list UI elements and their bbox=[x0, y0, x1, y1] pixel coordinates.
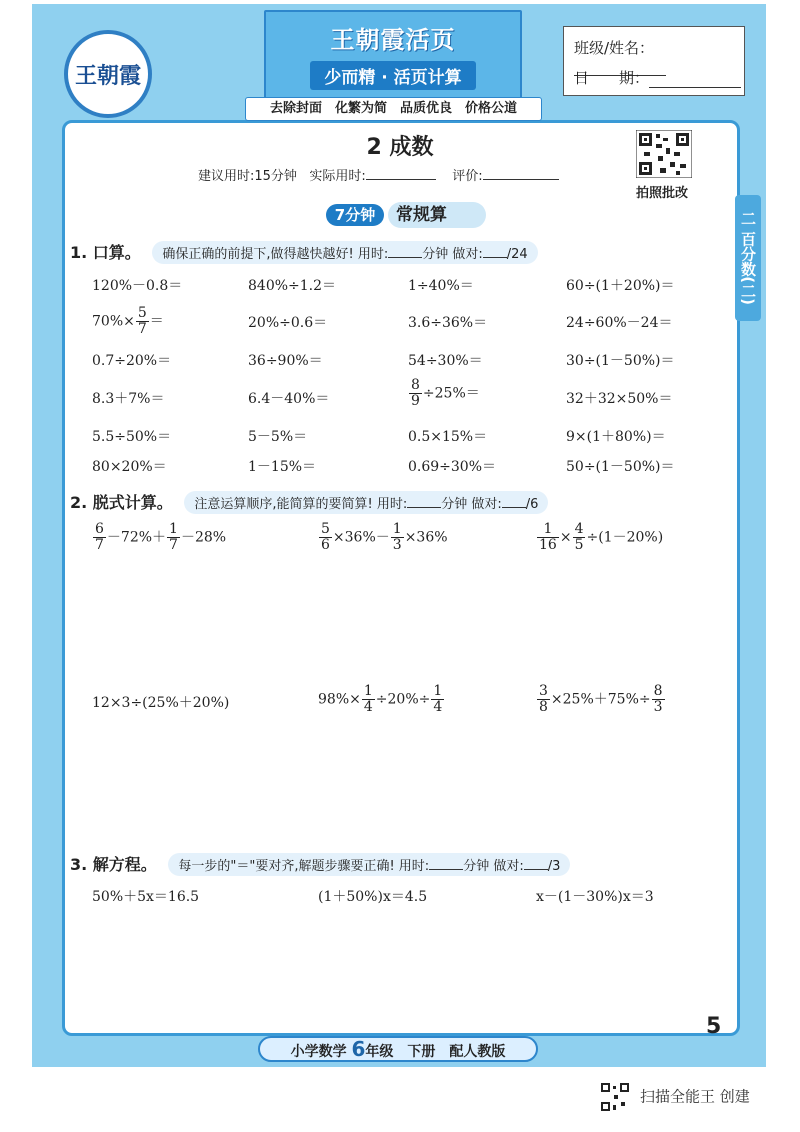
q2-expr-4: 12×3÷(25%＋20%) bbox=[92, 695, 230, 711]
q1-item: 0.5×15%＝ bbox=[408, 429, 488, 445]
q1-header bbox=[70, 240, 538, 264]
q3-equation-2: (1＋50%)x＝4.5 bbox=[318, 889, 428, 905]
actual-time-label: 实际用时: bbox=[309, 169, 366, 184]
suggested-time: 建议用时:15分钟 bbox=[198, 169, 297, 184]
section-minutes: 7分钟 bbox=[326, 204, 384, 226]
q1-item: 36÷90%＝ bbox=[248, 353, 323, 369]
date-blank[interactable] bbox=[649, 73, 741, 88]
q1-item: 840%÷1.2＝ bbox=[248, 278, 337, 294]
q1-note: 确保正确的前提下,做得越快越好! 用时: 分钟 做对: /24 bbox=[152, 241, 537, 264]
section-label: 常规算 bbox=[388, 202, 486, 228]
date-label: 日 期： bbox=[574, 69, 650, 87]
q3-header bbox=[70, 852, 570, 876]
q2-time-blank[interactable] bbox=[407, 496, 441, 508]
q1-item: 5.5÷50%＝ bbox=[92, 429, 172, 445]
q1-item: 1÷40%＝ bbox=[408, 278, 474, 294]
q2-correct-blank[interactable] bbox=[502, 496, 526, 508]
q1-item: 30÷(1－50%)＝ bbox=[566, 353, 675, 369]
q2-expr-6: $\frac{3}{8}$ ×25%＋75%÷ $\frac{8}{3}$ bbox=[539, 683, 663, 715]
q3-equation-1: 50%＋5x＝16.5 bbox=[92, 889, 200, 905]
q1-item: 5－5%＝ bbox=[248, 429, 308, 445]
student-info-box bbox=[563, 26, 745, 96]
chapter-tab: 二 百分数(二) bbox=[735, 195, 761, 321]
evaluation-label: 评价: bbox=[452, 169, 483, 184]
q1-item: 24÷60%－24＝ bbox=[566, 315, 673, 331]
q2-expr-3: $\frac{1}{16}$ × $\frac{4}{5}$ ÷(1－20%) bbox=[539, 521, 664, 553]
slogan: 去除封面 化繁为简 品质优良 价格公道 bbox=[245, 97, 542, 121]
q1-item: 8.3＋7%＝ bbox=[92, 391, 165, 407]
q1-item: 70%× $\frac{5}{7}$ ＝ bbox=[92, 305, 164, 337]
actual-time-blank[interactable] bbox=[366, 167, 436, 180]
q1-correct-blank[interactable] bbox=[483, 246, 507, 258]
section-badge bbox=[300, 202, 496, 230]
q3-note: 每一步的"＝"要对齐,解题步骤要正确! 用时: 分钟 做对: /3 bbox=[168, 853, 570, 876]
q1-title: 1. 口算。 bbox=[70, 243, 141, 262]
lesson-title: 2 成数 bbox=[366, 135, 434, 160]
q1-item: 1－15%＝ bbox=[248, 459, 317, 475]
qr-code-icon bbox=[600, 1082, 630, 1112]
qr-label: 拍照批改 bbox=[636, 186, 689, 201]
q1-item: 80×20%＝ bbox=[92, 459, 167, 475]
q1-item: 6.4－40%＝ bbox=[248, 391, 330, 407]
class-name-label: 班级/姓名： bbox=[574, 39, 655, 57]
q2-title: 2. 脱式计算。 bbox=[70, 493, 173, 512]
timing-row bbox=[198, 165, 559, 184]
q1-item: 50÷(1－50%)＝ bbox=[566, 459, 675, 475]
brand-banner bbox=[264, 10, 522, 100]
q1-item: 54÷30%＝ bbox=[408, 353, 483, 369]
q1-time-blank[interactable] bbox=[388, 246, 422, 258]
q2-expr-1: $\frac{6}{7}$ －72%＋ $\frac{1}{7}$ －28% bbox=[95, 521, 227, 553]
q2-note: 注意运算顺序,能简算的要简算! 用时: 分钟 做对: /6 bbox=[184, 491, 548, 514]
q3-equation-3: x－(1－30%)x＝3 bbox=[536, 889, 654, 905]
q1-item: 60÷(1＋20%)＝ bbox=[566, 278, 675, 294]
page-number: 5 bbox=[706, 1014, 722, 1039]
book-info: 小学数学 6年级 下册 配人教版 bbox=[258, 1036, 538, 1062]
q1-item: 0.7÷20%＝ bbox=[92, 353, 172, 369]
q3-title: 3. 解方程。 bbox=[70, 855, 157, 874]
q2-expr-5: 98%× $\frac{1}{4}$ ÷20%÷ $\frac{1}{4}$ bbox=[318, 683, 443, 715]
q1-item: 0.69÷30%＝ bbox=[408, 459, 497, 475]
q1-item: 32＋32×50%＝ bbox=[566, 391, 673, 407]
evaluation-blank[interactable] bbox=[483, 167, 559, 180]
q2-expr-2: $\frac{5}{6}$ ×36%－ $\frac{1}{3}$ ×36% bbox=[321, 521, 448, 553]
brand-logo: 王朝霞 bbox=[64, 30, 152, 118]
scanner-watermark: 扫描全能王 创建 bbox=[600, 1082, 750, 1112]
q1-item: 20%÷0.6＝ bbox=[248, 315, 328, 331]
q1-item: 120%－0.8＝ bbox=[92, 278, 183, 294]
brand-title: 王朝霞活页 bbox=[330, 26, 456, 54]
qr-code-icon[interactable] bbox=[636, 130, 692, 178]
q3-time-blank[interactable] bbox=[429, 858, 463, 870]
q1-item: 3.6÷36%＝ bbox=[408, 315, 488, 331]
q1-item: 9×(1＋80%)＝ bbox=[566, 429, 666, 445]
brand-subtitle: 少而精 · 活页计算 bbox=[310, 61, 475, 90]
q1-item: $\frac{8}{9}$ ÷25%＝ bbox=[411, 377, 480, 409]
q3-correct-blank[interactable] bbox=[524, 858, 548, 870]
q2-header bbox=[70, 490, 548, 514]
